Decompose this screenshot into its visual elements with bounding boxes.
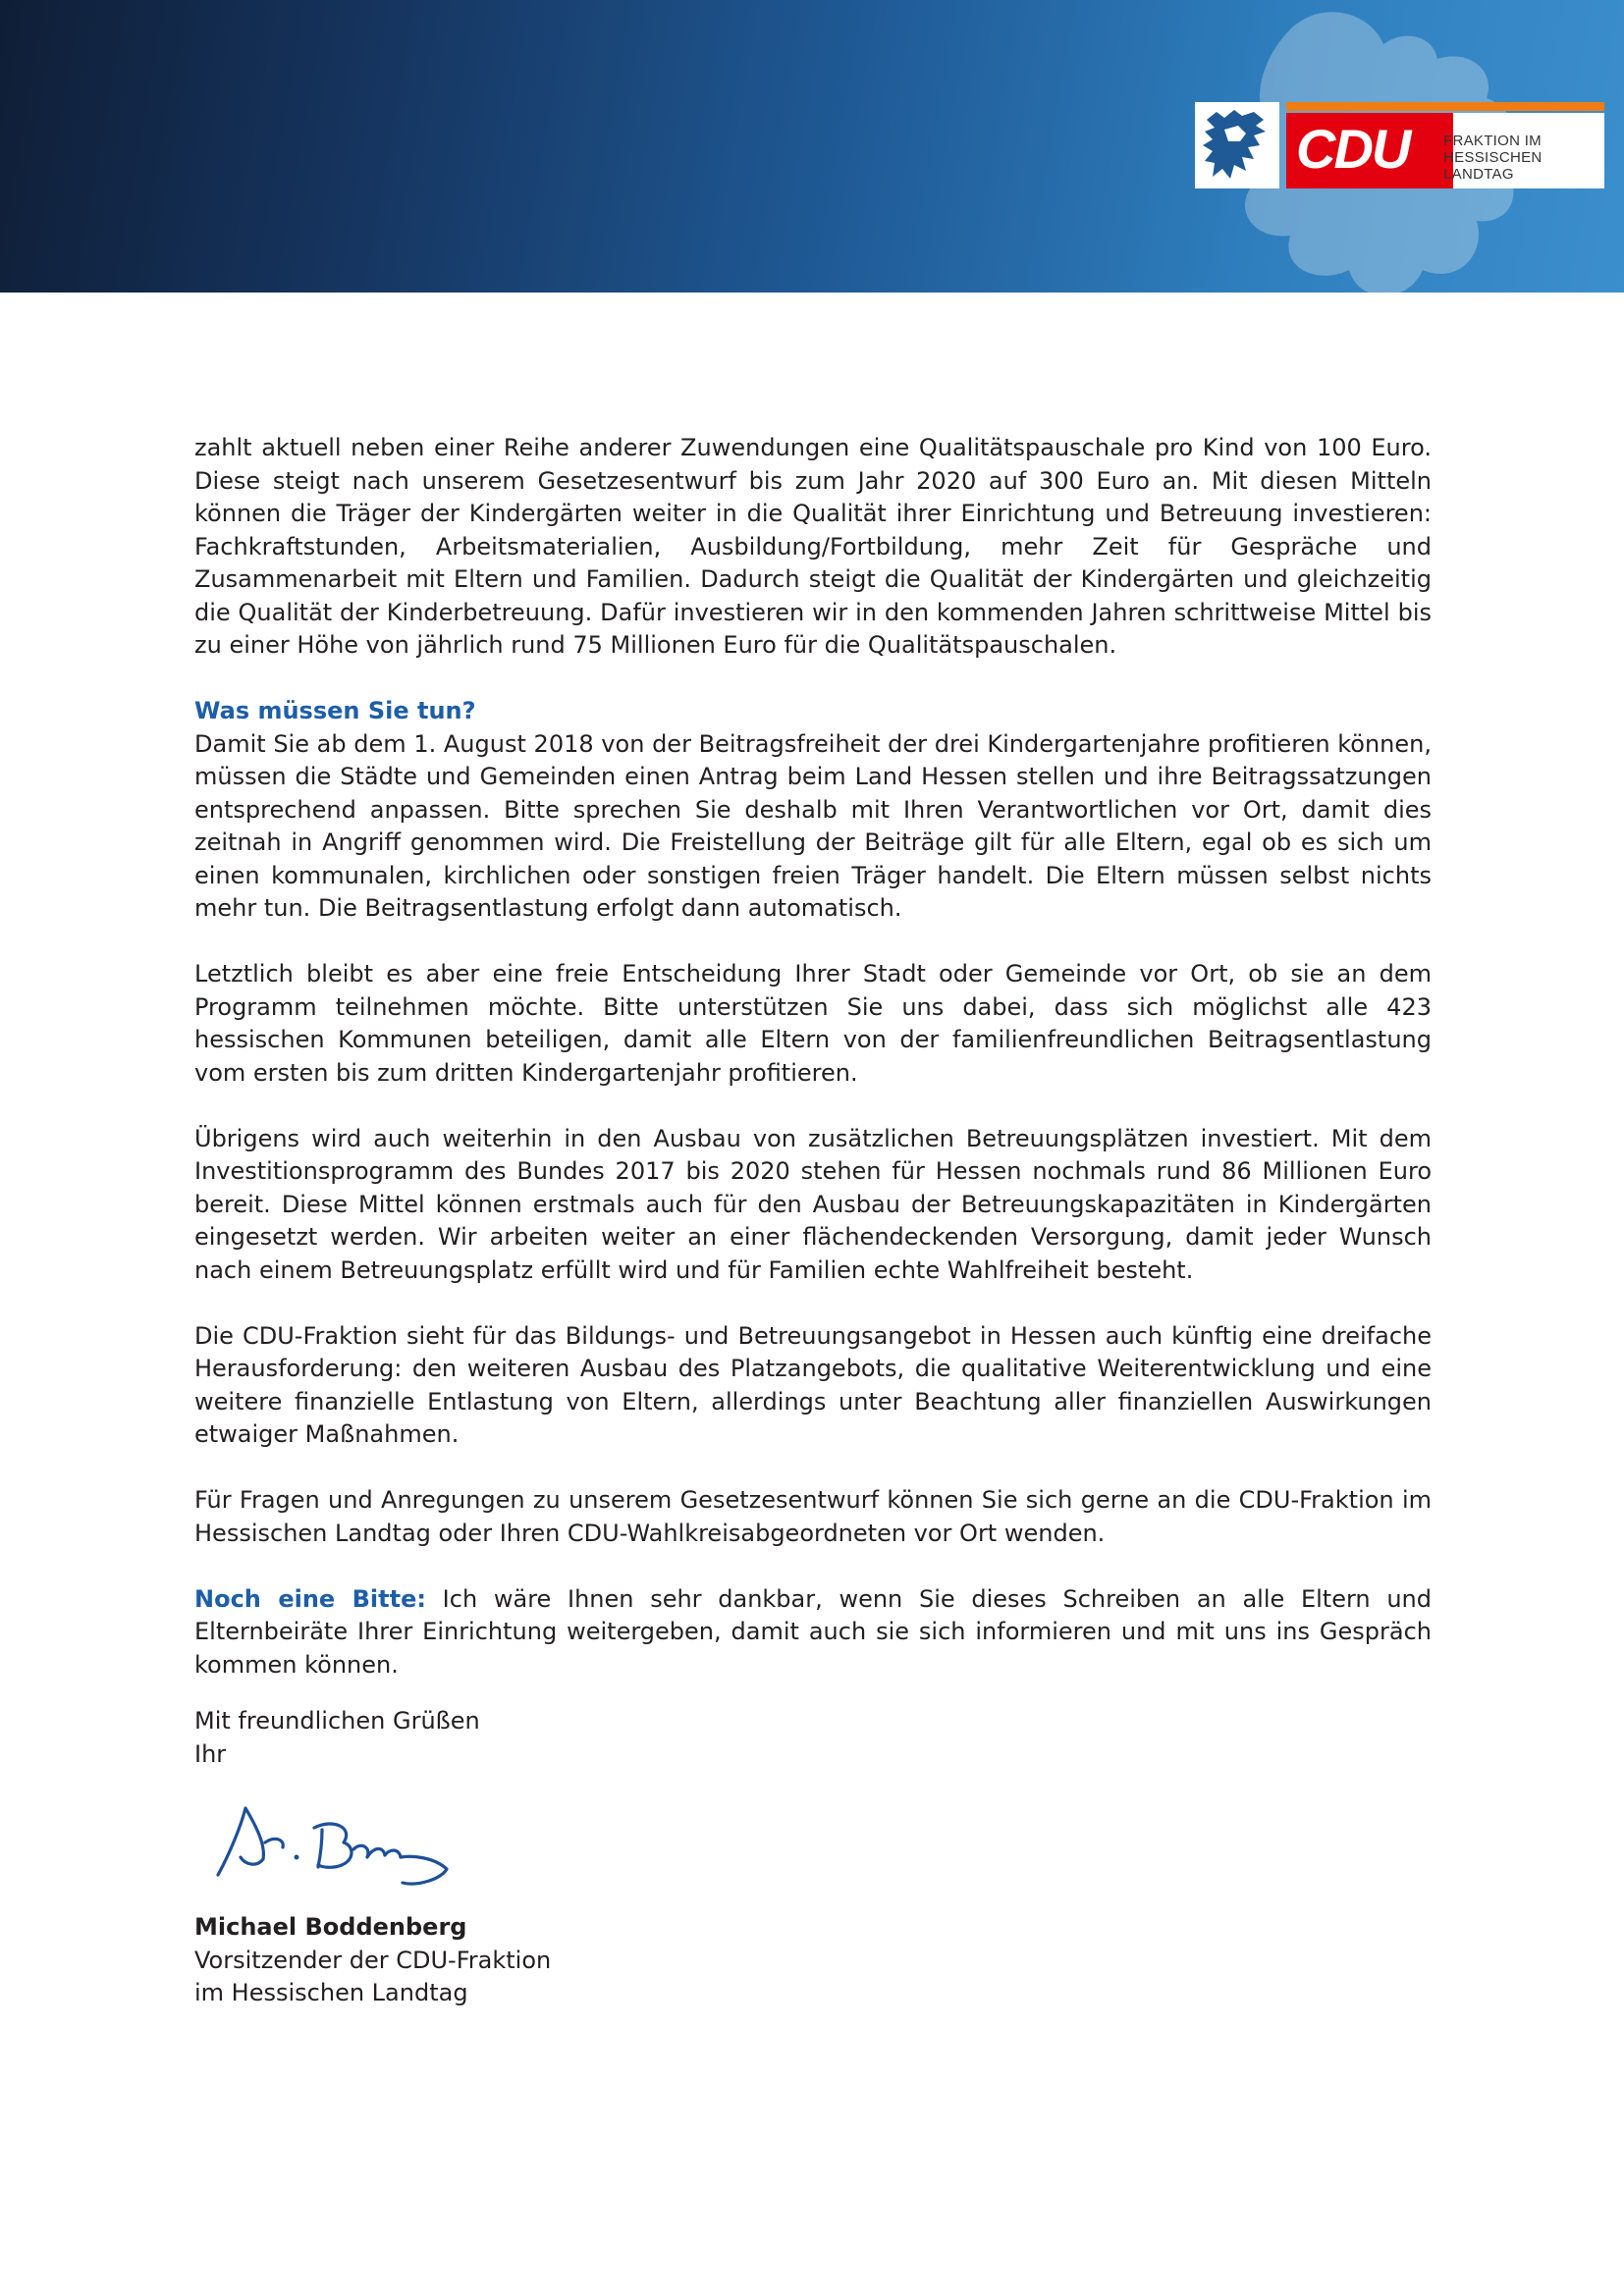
paragraph-municipal-decision: Letztlich bleibt es aber eine freie Entscheidung Ihrer Stadt oder Gemeinde vor Ort, ob sie an dem Programm teilnehmen möchte. Bitte unterstützen Sie uns dabei, dass sich möglichst alle 423 hessischen Kommunen beteiligen, damit alle Eltern von der familienfreundlichen Beitragsentlastung vom ersten bis zum dritten Kindergartenjahr profitieren. xyxy=(194,960,1432,1087)
section-heading: Was müssen Sie tun? xyxy=(194,697,476,724)
paragraph-challenges: Die CDU-Fraktion sieht für das Bildungs- und Betreuungsangebot in Hessen auch künftig eine dreifache Herausforderung: den weiteren Ausbau des Platzangebots, die qualitative Weiterentwicklung und eine weitere finanzielle Entlastung von Eltern, allerdings unter Beachtung aller finanziellen Auswirkungen etwaiger Maßnahmen. xyxy=(194,1321,1432,1448)
handwritten-signature xyxy=(206,1789,461,1896)
closing-ihr: Ihr xyxy=(194,1739,227,1768)
paragraph-what-to-do: Damit Sie ab dem 1. August 2018 von der Beitragsfreiheit der drei Kindergartenjahre profitieren können, müssen die Städte und Gemeinden einen Antrag beim Land Hessen stellen und ihre Beitragssatzungen entsprechend anpassen. Bitte sprechen Sie deshalb mit Ihren Verantwortlichen vor Ort, damit dies zeitnah in Angriff genommen wird. Die Freistellung der Beiträge gilt für alle Eltern, egal ob es sich um einen kommunalen, kirchlichen oder sonstigen freien Träger handelt. Die Eltern müssen selbst nichts mehr tun. Die Beitragsentlastung erfolgt dann automatisch. xyxy=(194,729,1432,922)
signer-block xyxy=(194,1911,551,2010)
closing xyxy=(194,1705,480,1771)
request-text: Ich wäre Ihnen sehr dankbar, wenn Sie dieses Schreiben an alle Eltern und Elternbeiräte Ihrer Einrichtung weitergeben, damit auch sie sich informieren und mit uns ins Gespräch kommen können. xyxy=(194,1584,1432,1679)
request-lead: Noch eine Bitte: xyxy=(194,1584,426,1613)
paragraph-expansion: Übrigens wird auch weiterhin in den Ausbau von zusätzlichen Betreuungsplätzen investiert. Mit dem Investitionsprogramm des Bundes 2017 bis 2020 stehen für Hessen nochmals rund 86 Millionen Euro bereit. Diese Mittel können erstmals auch für den Ausbau der Betreuungskapazitäten in Kindergärten eingesetzt werden. Wir arbeiten weiter an einer flächendeckenden Versorgung, damit jeder Wunsch nach einem Betreuungsplatz erfüllt wird und für Familien echte Wahlfreiheit besteht. xyxy=(194,1124,1432,1284)
paragraph-quality-allowance: zahlt aktuell neben einer Reihe anderer Zuwendungen eine Qualitätspauschale pro Kind von 100 Euro. Diese steigt nach unserem Gesetzesentwurf bis zum Jahr 2020 auf 300 Euro an. Mit diesen Mitteln können die Träger der Kindergärten weiter in die Qualität ihrer Einrichtung und Betreuung investieren: Fachkraftstunden, Arbeitsmaterialien, Ausbildung/Fortbildung, mehr Zeit für Gespräche und Zusammenarbeit mit Eltern und Familien. Dadurch steigt die Qualität der Kindergärten und gleichzeitig die Qualität der Kinderbetreuung. Dafür investieren wir in den kommenden Jahren schrittweise Mittel bis zu einer Höhe von jährlich rund 75 Millionen Euro für die Qualitätspauschalen. xyxy=(194,434,1432,659)
logo-subtitle-line1: FRAKTION IM xyxy=(1443,133,1542,149)
logo-subtitle xyxy=(1443,133,1604,183)
cdu-wordmark: CDU xyxy=(1296,118,1410,180)
signer-name: Michael Boddenberg xyxy=(194,1913,467,1941)
paragraph-contact: Für Fragen und Anregungen zu unserem Gesetzesentwurf können Sie sich gerne an die CDU-Fraktion im Hessischen Landtag oder Ihren CDU-Wahlkreisabgeordneten vor Ort wenden. xyxy=(194,1486,1432,1547)
signer-role-line1: Vorsitzender der CDU-Fraktion xyxy=(194,1946,552,1974)
letter-body xyxy=(194,432,1432,1682)
logo-accent-bar xyxy=(1286,102,1604,111)
letterhead-banner xyxy=(0,0,1624,293)
signer-role-line2: im Hessischen Landtag xyxy=(194,1979,468,2006)
cdu-logo xyxy=(1195,102,1604,188)
logo-subtitle-line2: HESSISCHEN LANDTAG xyxy=(1443,149,1543,183)
closing-greeting: Mit freundlichen Grüßen xyxy=(194,1707,480,1735)
cdu-wordmark-background xyxy=(1286,113,1453,188)
hessen-lion-icon xyxy=(1195,102,1279,188)
logo-panel xyxy=(1286,113,1604,188)
paragraph-request xyxy=(194,1583,1432,1682)
